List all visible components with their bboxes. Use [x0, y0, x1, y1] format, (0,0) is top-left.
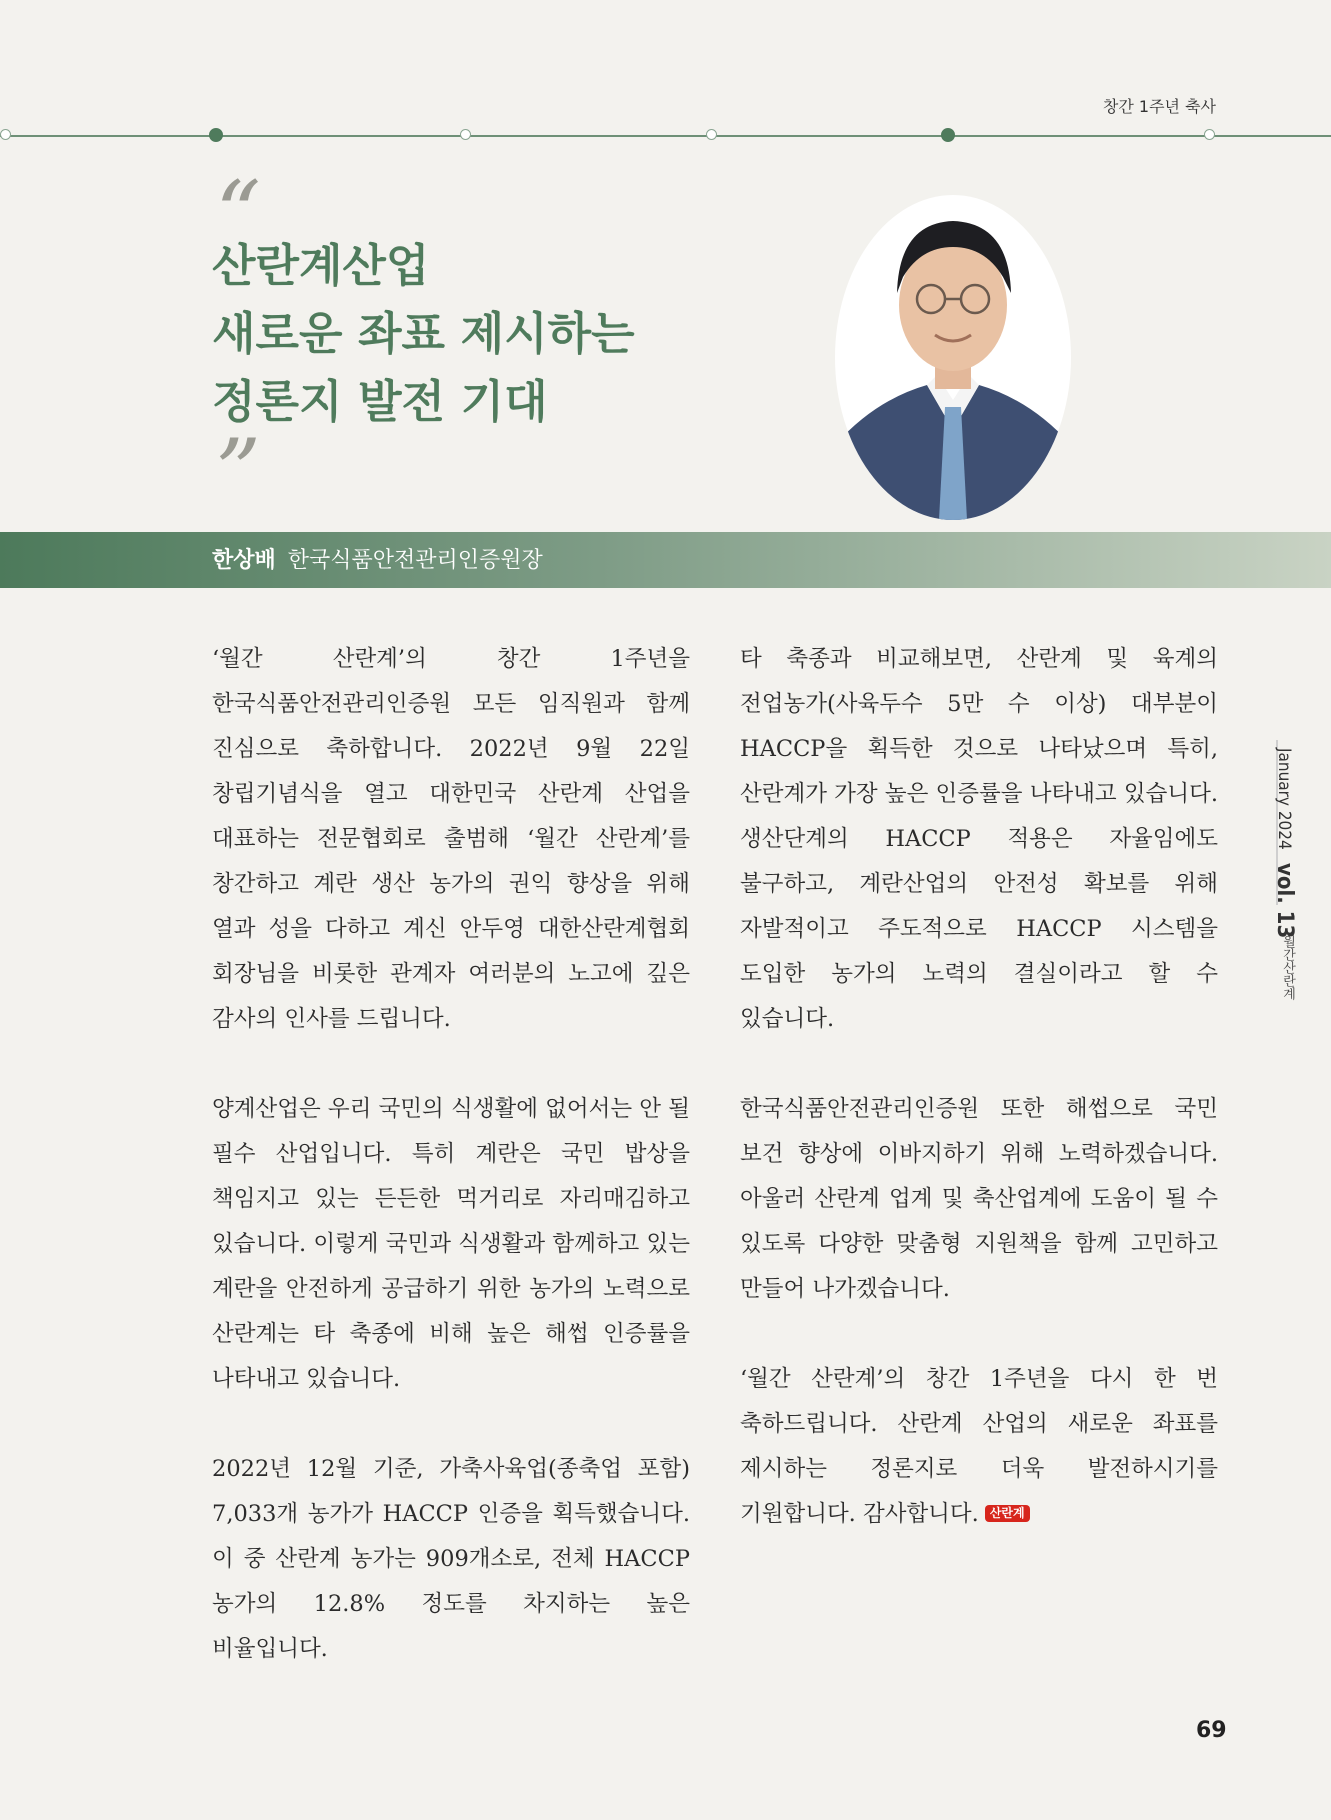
section-label: 창간 1주년 축사 [1102, 97, 1216, 116]
article-column-left [212, 637, 690, 1717]
issue-volume: vol. 13 [1272, 862, 1297, 938]
close-quote-icon: ” [215, 420, 262, 525]
timeline-dot [0, 129, 11, 140]
headline-line-1: 산란계산업 [212, 239, 430, 292]
timeline-dot [941, 128, 955, 142]
article-column-right [740, 637, 1218, 1582]
paragraph-text: ‘월간 산란계’의 창간 1주년을 다시 한 번 축하드립니다. 산란계 산업의 새로운 좌표를 제시하는 정론지로 더욱 발전하시기를 기원합니다. 감사합니다. [740, 1366, 1218, 1527]
open-quote-icon: “ [215, 162, 262, 267]
page-number: 69 [1196, 1718, 1227, 1743]
portrait-illustration [835, 195, 1071, 520]
paragraph: 양계산업은 우리 국민의 식생활에 없어서는 안 될 필수 산업입니다. 특히 계란은 국민 밥상을 책임지고 있는 든든한 먹거리로 자리매김하고 있습니다. 이렇게 국민과 식생활과 함께하고 있는 계란을 안전하게 공급하기 위한 농가의 노력으로 산란계는 타 축종에 비해 높은 해썹 인증률을 나타내고 있습니다. [212, 1096, 690, 1392]
timeline-dot [706, 129, 717, 140]
headline [212, 232, 635, 436]
author-name: 한상배 [212, 548, 276, 573]
headline-line-2: 새로운 좌표 제시하는 [212, 307, 635, 360]
timeline-dot [1204, 129, 1215, 140]
author-title: 한국식품안전관리인증원장 [287, 548, 543, 573]
timeline-dot [209, 128, 223, 142]
author-portrait [835, 195, 1071, 520]
paragraph: 한국식품안전관리인증원 또한 해썹으로 국민 보건 향상에 이바지하기 위해 노력하겠습니다. 아울러 산란계 업계 및 축산업계에 도움이 될 수 있도록 다양한 맞춤형 지원책을 함께 고민하고 만들어 나가겠습니다. [740, 1096, 1218, 1302]
end-mark-badge: 산란계 [985, 1505, 1030, 1522]
issue-date: January 2024 [1274, 748, 1294, 850]
magazine-name: 월간산란계 [1280, 935, 1295, 1000]
timeline-dot [460, 129, 471, 140]
author-byline [212, 543, 543, 574]
author-band [0, 532, 1331, 588]
timeline-rule [0, 135, 1331, 137]
paragraph: 타 축종과 비교해보면, 산란계 및 육계의 전업농가(사육두수 5만 수 이상) 대부분이 HACCP을 획득한 것으로 나타났으며 특히, 산란계가 가장 높은 인증률을 나타내고 있습니다. 생산단계의 HACCP 적용은 자율임에도 불구하고, 계란산업의 안전성 확보를 위해 자발적이고 주도적으로 HACCP 시스템을 도입한 농가의 노력의 결실이라고 할 수 있습니다. [740, 646, 1218, 1032]
issue-info [1272, 748, 1297, 938]
paragraph: ‘월간 산란계’의 창간 1주년을 한국식품안전관리인증원 모든 임직원과 함께 진심으로 축하합니다. 2022년 9월 22일 창립기념식을 열고 대한민국 산란계 산업을 대표하는 전문협회로 출범해 ‘월간 산란계’를 창간하고 계란 생산 농가의 권익 향상을 위해 열과 성을 다하고 계신 안두영 대한산란계협회 회장님을 비롯한 관계자 여러분의 노고에 깊은 감사의 인사를 드립니다. [212, 646, 690, 1032]
paragraph: 2022년 12월 기준, 가축사육업(종축업 포함) 7,033개 농가가 HACCP 인증을 획득했습니다. 이 중 산란계 농가는 909개소로, 전체 HACCP 농가의 12.8% 정도를 차지하는 높은 비율입니다. [212, 1456, 690, 1662]
headline-line-3: 정론지 발전 기대 [212, 375, 548, 428]
paragraph-last [740, 1357, 1218, 1537]
